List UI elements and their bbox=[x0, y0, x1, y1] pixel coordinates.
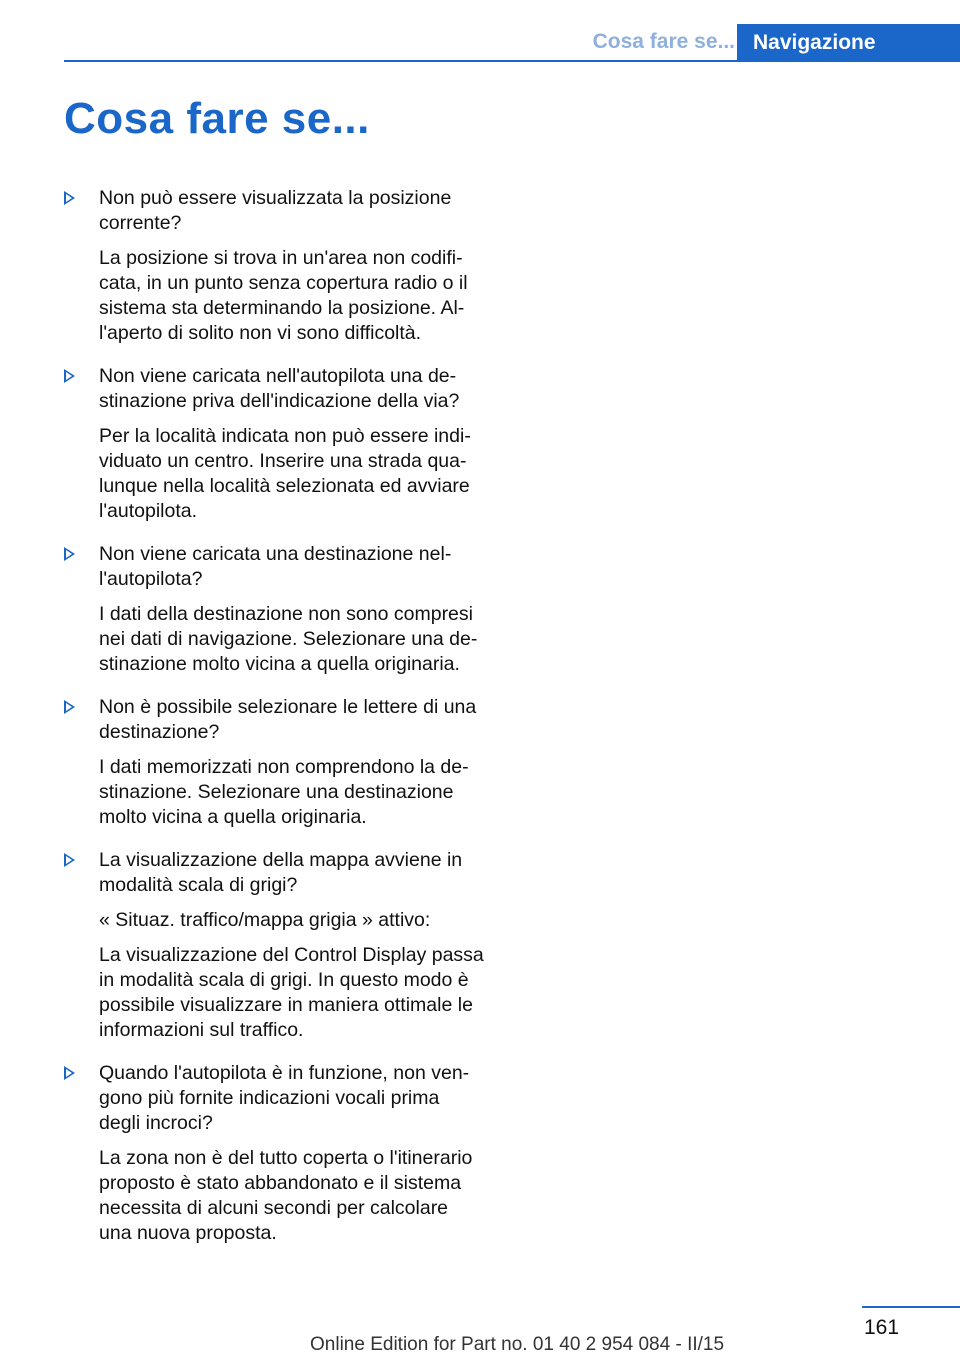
faq-answer: Per la località indicata non può essere individuato un centro. Inserire una strada qualunque nella località selezionata ed avviare l'autopilota. bbox=[99, 425, 471, 522]
faq-item bbox=[64, 542, 484, 677]
triangle-bullet-icon bbox=[64, 853, 75, 867]
page-number: 161 bbox=[864, 1316, 900, 1339]
faq-item bbox=[64, 695, 484, 830]
faq-list bbox=[64, 186, 484, 1264]
triangle-bullet-icon bbox=[64, 369, 75, 383]
page-number-rule bbox=[862, 1306, 960, 1308]
triangle-bullet-icon bbox=[64, 547, 75, 561]
faq-item bbox=[64, 364, 484, 524]
faq-answer: I dati memorizzati non comprendono la destinazione. Selezionare una destinazione molto vicina a quella originaria. bbox=[99, 756, 469, 828]
faq-question: Quando l'autopilota è in funzione, non vengono più fornite indicazioni vocali prima degli incroci? bbox=[99, 1062, 470, 1134]
header-section-label[interactable]: Cosa fare se... bbox=[592, 30, 735, 53]
faq-answer: La zona non è del tutto coperta o l'itinerario proposto è stato abbandonato e il sistema necessita di alcuni secondi per calcolare una nuova proposta. bbox=[99, 1147, 473, 1244]
faq-question: Non è possibile selezionare le lettere di una destinazione? bbox=[99, 696, 477, 743]
faq-item bbox=[64, 186, 484, 346]
faq-answer: I dati della destinazione non sono compresi nei dati di navigazione. Selezionare una destinazione molto vicina a quella originaria. bbox=[99, 603, 478, 675]
faq-answer: « Situaz. traffico/mappa grigia » attivo: bbox=[99, 909, 431, 931]
triangle-bullet-icon bbox=[64, 191, 75, 205]
page-title: Cosa fare se... bbox=[64, 94, 370, 143]
triangle-bullet-icon bbox=[64, 1066, 75, 1080]
triangle-bullet-icon bbox=[64, 700, 75, 714]
header-chapter-tab[interactable]: Navigazione bbox=[737, 24, 960, 62]
faq-question: Non viene caricata una destinazione nell'autopilota? bbox=[99, 543, 452, 590]
faq-item bbox=[64, 1061, 484, 1246]
faq-question: La visualizzazione della mappa avviene in modalità scala di grigi? bbox=[99, 849, 463, 896]
footer-edition: Online Edition for Part no. 01 40 2 954 084 - II/15 bbox=[310, 1334, 725, 1355]
faq-question: Non può essere visualizzata la posizione corrente? bbox=[99, 187, 452, 234]
faq-question: Non viene caricata nell'autopilota una destinazione priva dell'indicazione della via? bbox=[99, 365, 460, 412]
faq-answer: La visualizzazione del Control Display passa in modalità scala di grigi. In questo modo è possibile visualizzare in maniera ottimale le informazioni sul traffico. bbox=[99, 944, 484, 1041]
faq-item bbox=[64, 848, 484, 1043]
faq-answer: La posizione si trova in un'area non codificata, in un punto senza copertura radio o il sistema sta determinando la posizione. All'aperto di solito non vi sono difficoltà. bbox=[99, 247, 468, 344]
